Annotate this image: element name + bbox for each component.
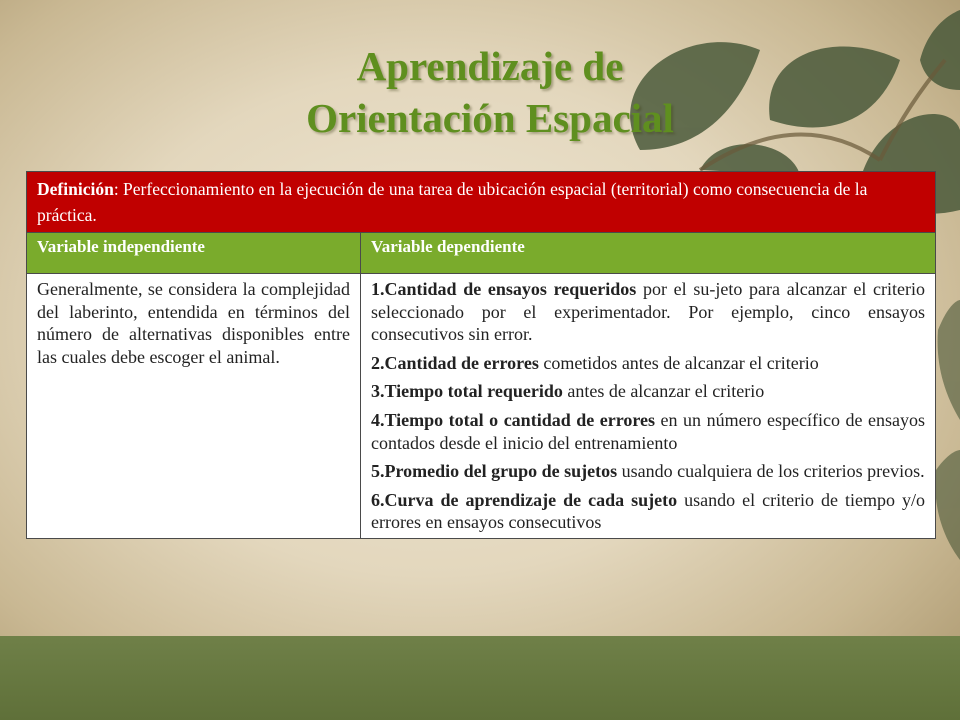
header-independent: Variable independiente: [27, 233, 361, 274]
title-line-1: Aprendizaje de: [356, 43, 624, 89]
independent-variable-text: Generalmente, se considera la complejidad del laberinto, entendida en términos del número de alternativas disponibles entre las cuales debe escoger el animal.: [37, 279, 350, 367]
criterion-item: [371, 278, 925, 346]
criterion-title: 4.Tiempo total o cantidad de errores: [371, 409, 656, 430]
criterion-title: 2.Cantidad de errores: [371, 352, 539, 373]
criterion-item: [371, 352, 925, 375]
criterion-item: [371, 460, 925, 483]
criterion-title: 1.Cantidad de ensayos requeridos: [371, 279, 637, 299]
slide-title: [210, 40, 770, 144]
criterion-item: [371, 409, 925, 454]
definition-cell: [27, 172, 936, 233]
criterion-text: usando el criterio de tiempo y/o errores en ensayos consecutivos: [371, 489, 926, 533]
criterion-title: 5.Promedio del grupo de sujetos: [371, 461, 618, 482]
content-row: [27, 274, 936, 539]
header-row: [27, 233, 936, 274]
definition-text: : Perfeccionamiento en la ejecución de una tarea de ubicación espacial (territorial) como consecuencia de la práctica.: [37, 179, 868, 225]
dependent-variable-cell: [361, 274, 936, 539]
criterion-title: 6.Curva de aprendizaje de cada sujeto: [371, 489, 678, 510]
criterion-item: [371, 489, 925, 534]
header-dependent: Variable dependiente: [361, 233, 936, 274]
title-line-2: Orientación Espacial: [306, 95, 674, 141]
criterion-text: cometidos antes de alcanzar el criterio: [538, 352, 819, 373]
definition-label: Definición: [37, 179, 114, 199]
criterion-text: usando cualquiera de los criterios previos.: [617, 461, 925, 482]
independent-variable-cell: [27, 274, 361, 539]
variables-table: [26, 171, 936, 539]
criterion-text: antes de alcanzar el criterio: [562, 381, 765, 402]
criterion-text: por el su-jeto para alcanzar el criterio seleccionado por el experimentador. Por ejemplo, cinco ensayos consecutivos sin error.: [371, 279, 926, 345]
definition-row: [27, 172, 936, 233]
criterion-item: [371, 380, 925, 403]
criterion-text: en un número específico de ensayos contados desde el inicio del entrenamiento: [371, 409, 926, 453]
criterion-title: 3.Tiempo total requerido: [371, 381, 563, 402]
